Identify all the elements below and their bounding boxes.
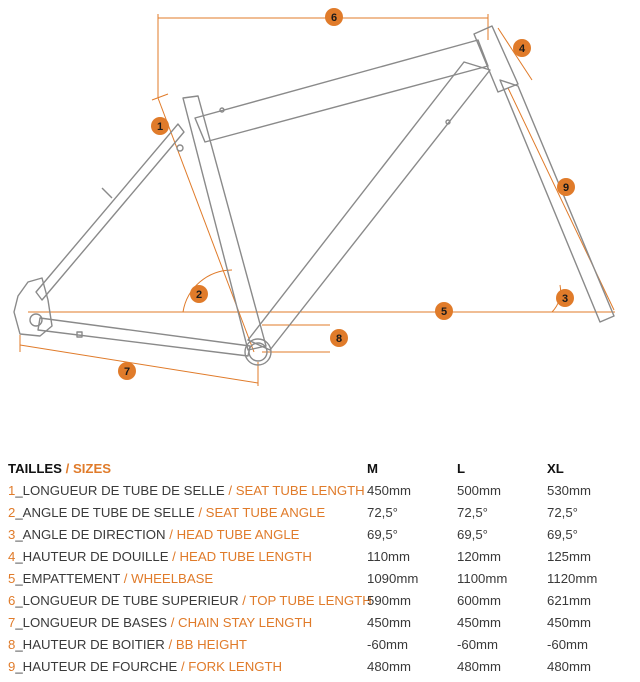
svg-text:8: 8 [335, 333, 343, 345]
row-label-fr: _LONGUEUR DE TUBE DE SELLE [15, 483, 225, 498]
row-number: 8 [8, 637, 16, 652]
geometry-spec-table [8, 458, 628, 678]
table-row [8, 656, 628, 678]
header-label-separator: / [61, 461, 73, 476]
row-label-fr: _ANGLE DE DIRECTION [15, 527, 166, 542]
svg-text:1: 1 [156, 121, 164, 133]
row-value-l: 600mm [457, 593, 501, 608]
header-label [8, 458, 111, 480]
top-tube [195, 40, 488, 142]
row-value-m: -60mm [367, 637, 409, 652]
row-value-m: 72,5° [367, 505, 398, 520]
marker-4 [513, 39, 531, 57]
table-header [8, 458, 628, 480]
row-value-m: 1090mm [367, 571, 419, 586]
chain-stay [38, 318, 250, 356]
row-separator: / [167, 615, 179, 630]
row-number: 6 [8, 593, 16, 608]
row-value-xl: 69,5° [547, 527, 578, 542]
row-separator: / [165, 527, 177, 542]
size-l-header: L [457, 461, 466, 476]
row-value-m: 110mm [367, 549, 410, 564]
seat-tube-dimension-line [158, 98, 254, 352]
frame [14, 26, 614, 365]
row-label-fr: _EMPATTEMENT [15, 571, 121, 586]
row-label-fr: _HAUTEUR DE FOURCHE [15, 659, 178, 674]
svg-text:4: 4 [518, 43, 526, 55]
row-label-fr: _HAUTEUR DE DOUILLE [15, 549, 169, 564]
row-label-fr: _HAUTEUR DE BOITIER [15, 637, 165, 652]
row-label [8, 634, 247, 656]
row-value-l: -60mm [457, 637, 499, 652]
seat-stay [36, 124, 184, 300]
row-value-l: 500mm [457, 483, 501, 498]
row-value-l: 480mm [457, 659, 501, 674]
row-label-en: TOP TUBE LENGTH [249, 593, 372, 608]
rear-dropout [14, 278, 52, 336]
marker-9 [557, 178, 575, 196]
row-value-xl: 125mm [547, 549, 591, 564]
row-number: 2 [8, 505, 16, 520]
row-separator: / [224, 483, 236, 498]
row-value-l: 72,5° [457, 505, 488, 520]
row-separator: / [194, 505, 206, 520]
row-separator: / [177, 659, 189, 674]
row-number: 9 [8, 659, 16, 674]
header-label-en: SIZES [72, 461, 112, 476]
row-value-xl: 530mm [547, 483, 591, 498]
row-label [8, 524, 299, 546]
row-value-m: 590mm [367, 593, 411, 608]
marker-5 [435, 302, 453, 320]
table-row [8, 480, 628, 502]
marker-2 [190, 285, 208, 303]
row-value-xl: 450mm [547, 615, 591, 630]
row-number: 7 [8, 615, 16, 630]
row-label-en: SEAT TUBE LENGTH [235, 483, 365, 498]
row-value-xl: 72,5° [547, 505, 578, 520]
row-value-l: 120mm [457, 549, 501, 564]
chainstay-dimension-line [20, 345, 258, 383]
marker-1 [151, 117, 169, 135]
marker-7 [118, 362, 136, 380]
table-body [8, 480, 628, 678]
row-label-en: FORK LENGTH [188, 659, 283, 674]
marker-6 [325, 8, 343, 26]
row-number: 5 [8, 571, 16, 586]
table-row [8, 634, 628, 656]
row-number: 3 [8, 527, 16, 542]
row-label [8, 546, 312, 568]
row-value-xl: 621mm [547, 593, 591, 608]
row-label [8, 480, 365, 502]
row-label-en: BB HEIGHT [175, 637, 247, 652]
table-row [8, 612, 628, 634]
svg-text:6: 6 [330, 12, 338, 24]
row-value-m: 450mm [367, 615, 411, 630]
row-value-l: 1100mm [457, 571, 508, 586]
table-row [8, 546, 628, 568]
marker-3 [556, 289, 574, 307]
row-label-fr: _LONGUEUR DE TUBE SUPERIEUR [15, 593, 239, 608]
table-row [8, 502, 628, 524]
row-label-en: CHAIN STAY LENGTH [178, 615, 313, 630]
row-label [8, 568, 213, 590]
table-row [8, 568, 628, 590]
svg-text:7: 7 [123, 366, 131, 378]
svg-text:3: 3 [561, 293, 569, 305]
dimension-lines [20, 14, 615, 386]
seat-angle-arc [183, 270, 232, 312]
row-number: 4 [8, 549, 16, 564]
svg-text:2: 2 [195, 289, 203, 301]
row-value-xl: -60mm [547, 637, 589, 652]
row-value-m: 69,5° [367, 527, 398, 542]
down-tube [248, 62, 490, 350]
row-separator: / [120, 571, 132, 586]
row-separator: / [238, 593, 250, 608]
header-label-fr: TAILLES [8, 461, 62, 476]
row-label [8, 502, 325, 524]
row-value-xl: 1120mm [547, 571, 598, 586]
row-separator: / [168, 549, 180, 564]
row-label-en: SEAT TUBE ANGLE [205, 505, 326, 520]
row-label-en: WHEELBASE [131, 571, 214, 586]
row-label-fr: _ANGLE DE TUBE DE SELLE [15, 505, 195, 520]
row-value-xl: 480mm [547, 659, 591, 674]
fork [500, 80, 614, 322]
dimension-markers [118, 8, 575, 380]
row-separator: / [164, 637, 176, 652]
row-label [8, 656, 282, 678]
svg-text:9: 9 [562, 182, 570, 194]
row-label-fr: _LONGUEUR DE BASES [15, 615, 168, 630]
row-number: 1 [8, 483, 16, 498]
marker-8 [330, 329, 348, 347]
row-value-m: 450mm [367, 483, 411, 498]
row-label [8, 590, 372, 612]
row-label-en: HEAD TUBE ANGLE [176, 527, 300, 542]
table-row [8, 524, 628, 546]
row-label-en: HEAD TUBE LENGTH [179, 549, 312, 564]
svg-text:5: 5 [440, 306, 448, 318]
row-value-l: 69,5° [457, 527, 488, 542]
table-row [8, 590, 628, 612]
row-value-m: 480mm [367, 659, 411, 674]
row-value-l: 450mm [457, 615, 501, 630]
size-xl-header: XL [547, 461, 564, 476]
size-m-header: M [367, 461, 378, 476]
row-label [8, 612, 312, 634]
